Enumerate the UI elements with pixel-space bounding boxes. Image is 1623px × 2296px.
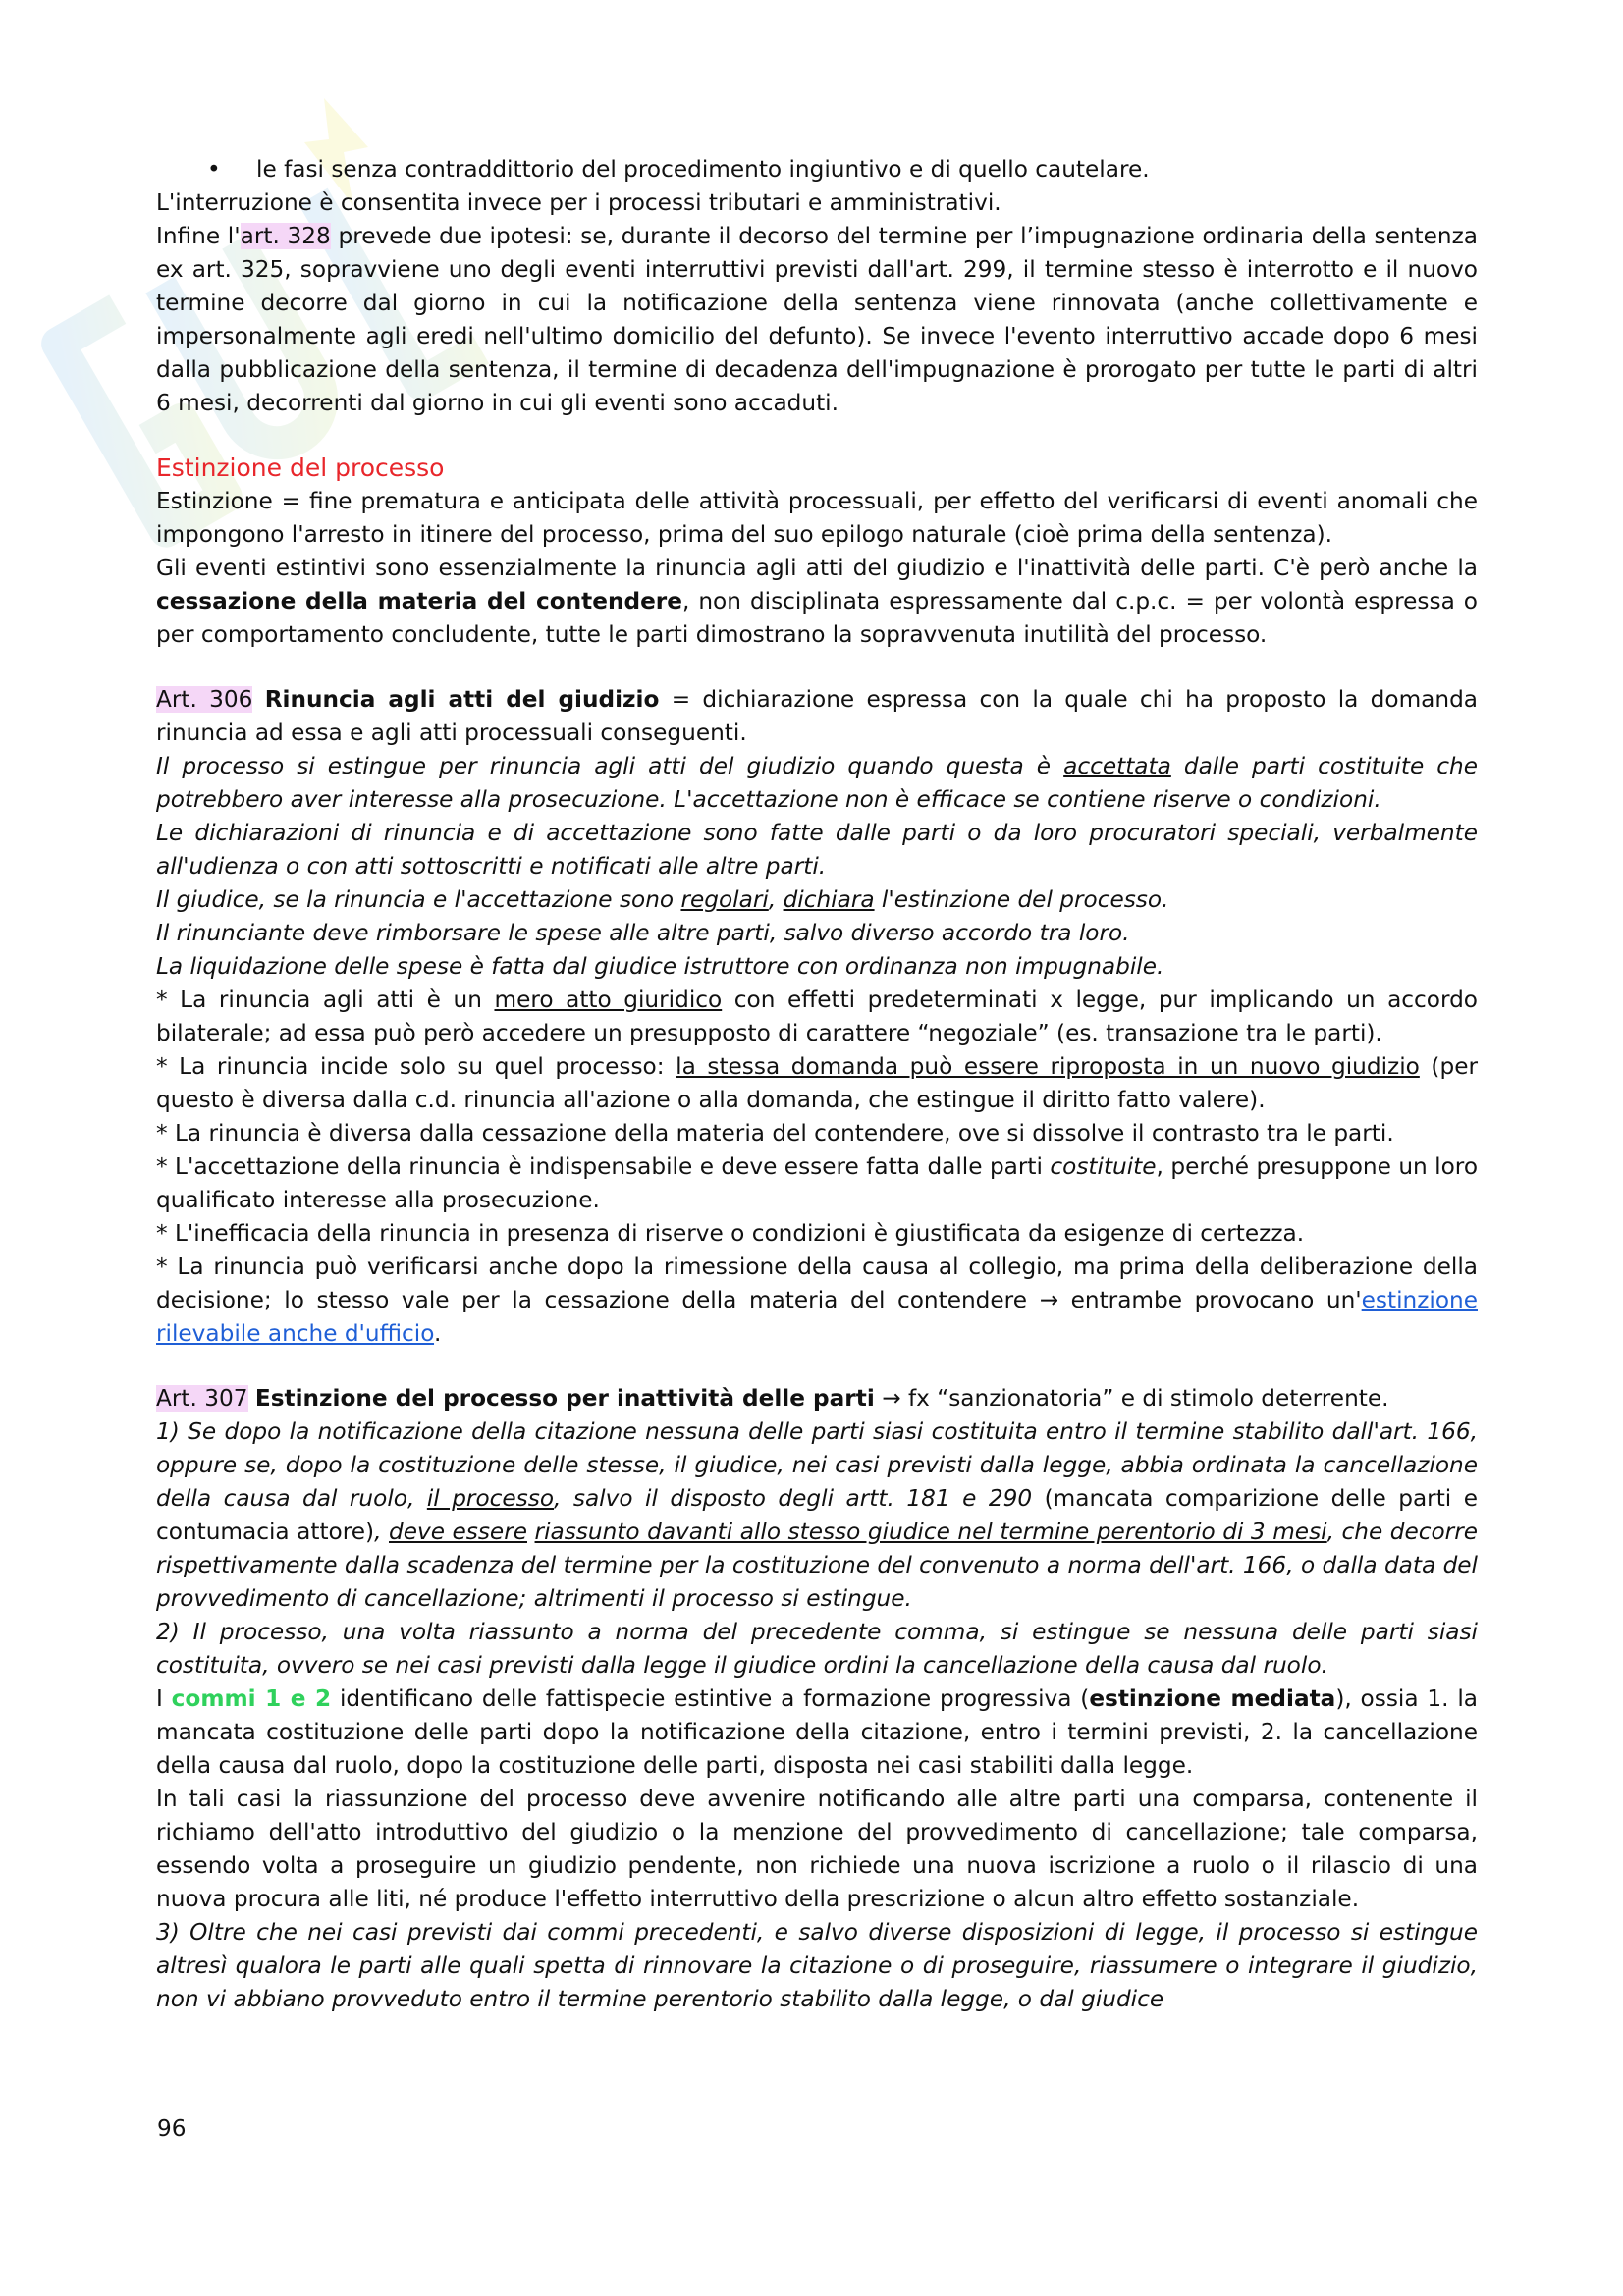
art306-title: Rinuncia agli atti del giudizio (264, 686, 660, 713)
page-number: 96 (157, 2115, 187, 2142)
text-run: Il rinunciante deve rimborsare le spese alle altre parti, salvo diverso accordo tra loro. (156, 920, 1130, 946)
text-run: , (374, 1519, 389, 1545)
underlined-term: accettata (1063, 753, 1171, 779)
document-body (156, 153, 1478, 2016)
art306-label: Art. 306 (156, 686, 253, 713)
estinzione-ufficio-link[interactable]: estinzione rilevabile anche d'ufficio (156, 1287, 1478, 1347)
bold-term: cessazione della materia del contendere (156, 588, 682, 614)
text-run: , (768, 886, 784, 913)
art307-note-2: In tali casi la riassunzione del processo deve avvenire notificando alle altre parti una comparsa, contenente il richiamo dell'atto introduttivo del giudizio o la menzione del provvedimento di cancellazione; tale comparsa, essendo volta a proseguire un giudizio pendente, non richiede una nuova iscrizione a ruolo o il rilascio di una nuova procura alle liti, né produce l'effetto interruttivo della prescrizione o alcun altro effetto sostanziale. (156, 1786, 1478, 1912)
text-run: * La rinuncia incide solo su quel processo: (156, 1053, 676, 1080)
art307-comma-2 (156, 1616, 1478, 1682)
art307-title: Estinzione del processo per inattività delle parti (254, 1385, 875, 1412)
text-run: , che decorre rispettivamente dalla scadenza del termine per la costituzione del convenuto a norma dell'art. 166, o dalla data del provvedimento di cancellazione; altrimenti il processo si estingue. (156, 1519, 1479, 1612)
art306-note-6 (156, 1251, 1478, 1351)
text-run: Infine l' (156, 223, 241, 249)
underlined-term: riassunto davanti allo stesso giudice nel termine perentorio di 3 mesi (534, 1519, 1327, 1545)
art306-note-3: * La rinuncia è diversa dalla cessazione della materia del contendere, ove si dissolve il contrasto tra le parti. (156, 1120, 1394, 1147)
art307-comma-3 (156, 1916, 1478, 2016)
text-run: prevede due ipotesi: se, durante il decorso del termine per l’impugnazione ordinaria della sentenza ex art. 325, sopravviene uno degli eventi interruttivi previsti dall'art. 299, il termine stesso è interrotto e il nuovo termine decorre dal giorno in cui la notificazione della sentenza viene rinnovata (anche collettivamente e impersonalmente agli eredi nell'ultimo domicilio del defunto). Se invece l'evento interruttivo accade dopo 6 mesi dalla pubblicazione della sentenza, il termine di decadenza dell'impugnazione è prorogato per tutte le parti di altri 6 mesi, decorrenti dal giorno in cui gli eventi sono accaduti. (156, 223, 1478, 416)
underlined-term: regolari (680, 886, 769, 913)
text-run: , salvo il disposto degli artt. 181 e 290 (554, 1485, 1033, 1512)
art306-comma-4 (156, 917, 1478, 950)
text-run: * La rinuncia può verificarsi anche dopo la rimessione della causa al collegio, ma prima della deliberazione della decisione; lo stesso vale per la cessazione della materia del contendere → entrambe provocano un' (156, 1254, 1478, 1313)
art306-note-5: * L'inefficacia della rinuncia in presenza di riserve o condizioni è giustificata da esigenze di certezza. (156, 1220, 1305, 1247)
text-run: = dichiarazione espressa con la quale chi ha proposto la domanda rinuncia ad essa e agli atti processuali conseguenti. (156, 686, 1478, 746)
text-run: (per questo è diversa dalla c.d. rinuncia all'azione o alla domanda, che estingue il diritto fatto valere). (156, 1053, 1478, 1113)
text-run: (mancata comparizione delle parti e contumacia attore) (156, 1485, 1479, 1545)
art328-paragraph (156, 220, 1478, 420)
art307-note-1 (156, 1682, 1478, 1783)
section-heading-estinzione: Estinzione del processo (156, 454, 445, 482)
art306-note-4 (156, 1150, 1478, 1217)
underlined-term: mero atto giuridico (494, 987, 723, 1013)
text-run: → fx “sanzionatoria” e di stimolo deterrente. (874, 1385, 1389, 1412)
text-run: identificano delle fattispecie estintive a formazione progressiva ( (331, 1685, 1090, 1712)
intro-line: L'interruzione è consentita invece per i processi tributari e amministrativi. (156, 189, 1001, 216)
text-run: 2) Il processo, una volta riassunto a norma del precedente comma, si estingue se nessuna delle parti siasi costituita, ovvero se nei casi previsti dalla legge il giudice ordini la cancellazione della causa dal ruolo. (156, 1619, 1478, 1679)
text-run: * L'accettazione della rinuncia è indispensabile e deve essere fatta dalle parti (156, 1153, 1051, 1180)
art307-heading (156, 1382, 1478, 1415)
art306-note-2 (156, 1050, 1478, 1117)
green-term: commi 1 e 2 (171, 1685, 332, 1712)
text-run: I (156, 1685, 172, 1712)
text-run: Gli eventi estintivi sono essenzialmente la rinuncia agli atti del giudizio e l'inattività delle parti. C'è però anche la (156, 555, 1478, 581)
text-run: . (434, 1320, 442, 1347)
text-run: La liquidazione delle spese è fatta dal giudice istruttore con ordinanza non impugnabile. (156, 953, 1164, 980)
text-run: Il giudice, se la rinuncia e l'accettazione sono (156, 886, 681, 913)
bullet-symbol: • (207, 156, 221, 183)
art306-comma-1 (156, 750, 1478, 817)
art306-comma-2 (156, 817, 1478, 883)
text-run: , perché presuppone un loro qualificato interesse alla prosecuzione. (156, 1153, 1479, 1213)
bullet-item (156, 153, 1478, 187)
bold-term: estinzione mediata (1089, 1685, 1336, 1712)
text-run: ), ossia 1. la mancata costituzione delle parti dopo la notificazione della citazione, entro i termini previsti, 2. la cancellazione della causa dal ruolo, dopo la costituzione delle parti, disposta nei casi stabiliti dalla legge. (156, 1685, 1478, 1779)
text-run: , non disciplinata espressamente dal c.p.c. = per volontà espressa o per comportamento concludente, tutte le parti dimostrano la sopravvenuta inutilità del processo. (156, 588, 1478, 648)
text-run: 1) Se dopo la notificazione della citazione nessuna delle parti siasi costituita entro il termine stabilito dall'art. 166, oppure se, dopo la costituzione delle stesse, il giudice, nei casi previsti dalla legge, abbia ordinata la cancellazione della causa dal ruolo, (156, 1418, 1478, 1512)
text-run: l'estinzione del processo. (874, 886, 1169, 913)
spacer (156, 652, 1478, 683)
bullet-text: le fasi senza contraddittorio del procedimento ingiuntivo e di quello cautelare. (256, 156, 1150, 183)
art328-label: art. 328 (240, 223, 331, 249)
text-run: * La rinuncia agli atti è un (156, 987, 495, 1013)
text-run: dalle parti costituite che potrebbero aver interesse alla prosecuzione. L'accettazione non è efficace se contiene riserve o condizioni. (156, 753, 1478, 813)
art307-comma-1 (156, 1415, 1478, 1616)
text-run: 3) Oltre che nei casi previsti dai commi precedenti, e salvo diverse disposizioni di legge, il processo si estingue altresì qualora le parti alle quali spetta di rinnovare la citazione o di proseguire, riassumere o integrare il giudizio, non vi abbiano provveduto entro il termine perentorio stabilito dalla legge, o dal giudice (156, 1919, 1478, 2012)
italic-term: costituite (1050, 1153, 1157, 1180)
art306-comma-3 (156, 883, 1478, 917)
spacer (156, 420, 1478, 452)
text-run: Il processo si estingue per rinuncia agli atti del giudizio quando questa è (156, 753, 1064, 779)
text-run (527, 1519, 535, 1545)
underlined-term: la stessa domanda può essere riproposta in un nuovo giudizio (676, 1053, 1420, 1080)
art306-comma-5 (156, 950, 1478, 984)
text-run: con effetti predeterminati x legge, pur implicando un accordo bilaterale; ad essa può però accedere un presupposto di carattere “negoziale” (es. transazione tra le parti). (156, 987, 1478, 1046)
underlined-term: il processo (426, 1485, 555, 1512)
estinzione-eventi (156, 552, 1478, 652)
underlined-term: deve essere (389, 1519, 527, 1545)
estinzione-definition: Estinzione = fine prematura e anticipata delle attività processuali, per effetto del verificarsi di eventi anomali che impongono l'arresto in itinere del processo, prima del suo epilogo naturale (cioè prima della sentenza). (156, 488, 1478, 548)
underlined-term: dichiara (783, 886, 875, 913)
art306-note-1 (156, 984, 1478, 1050)
art306-heading (156, 683, 1478, 750)
text-run: Le dichiarazioni di rinuncia e di accettazione sono fatte dalle parti o da loro procuratori speciali, verbalmente all'udienza o con atti sottoscritti e notificati alle altre parti. (156, 820, 1478, 880)
spacer (156, 1351, 1478, 1382)
art307-label: Art. 307 (156, 1385, 248, 1412)
